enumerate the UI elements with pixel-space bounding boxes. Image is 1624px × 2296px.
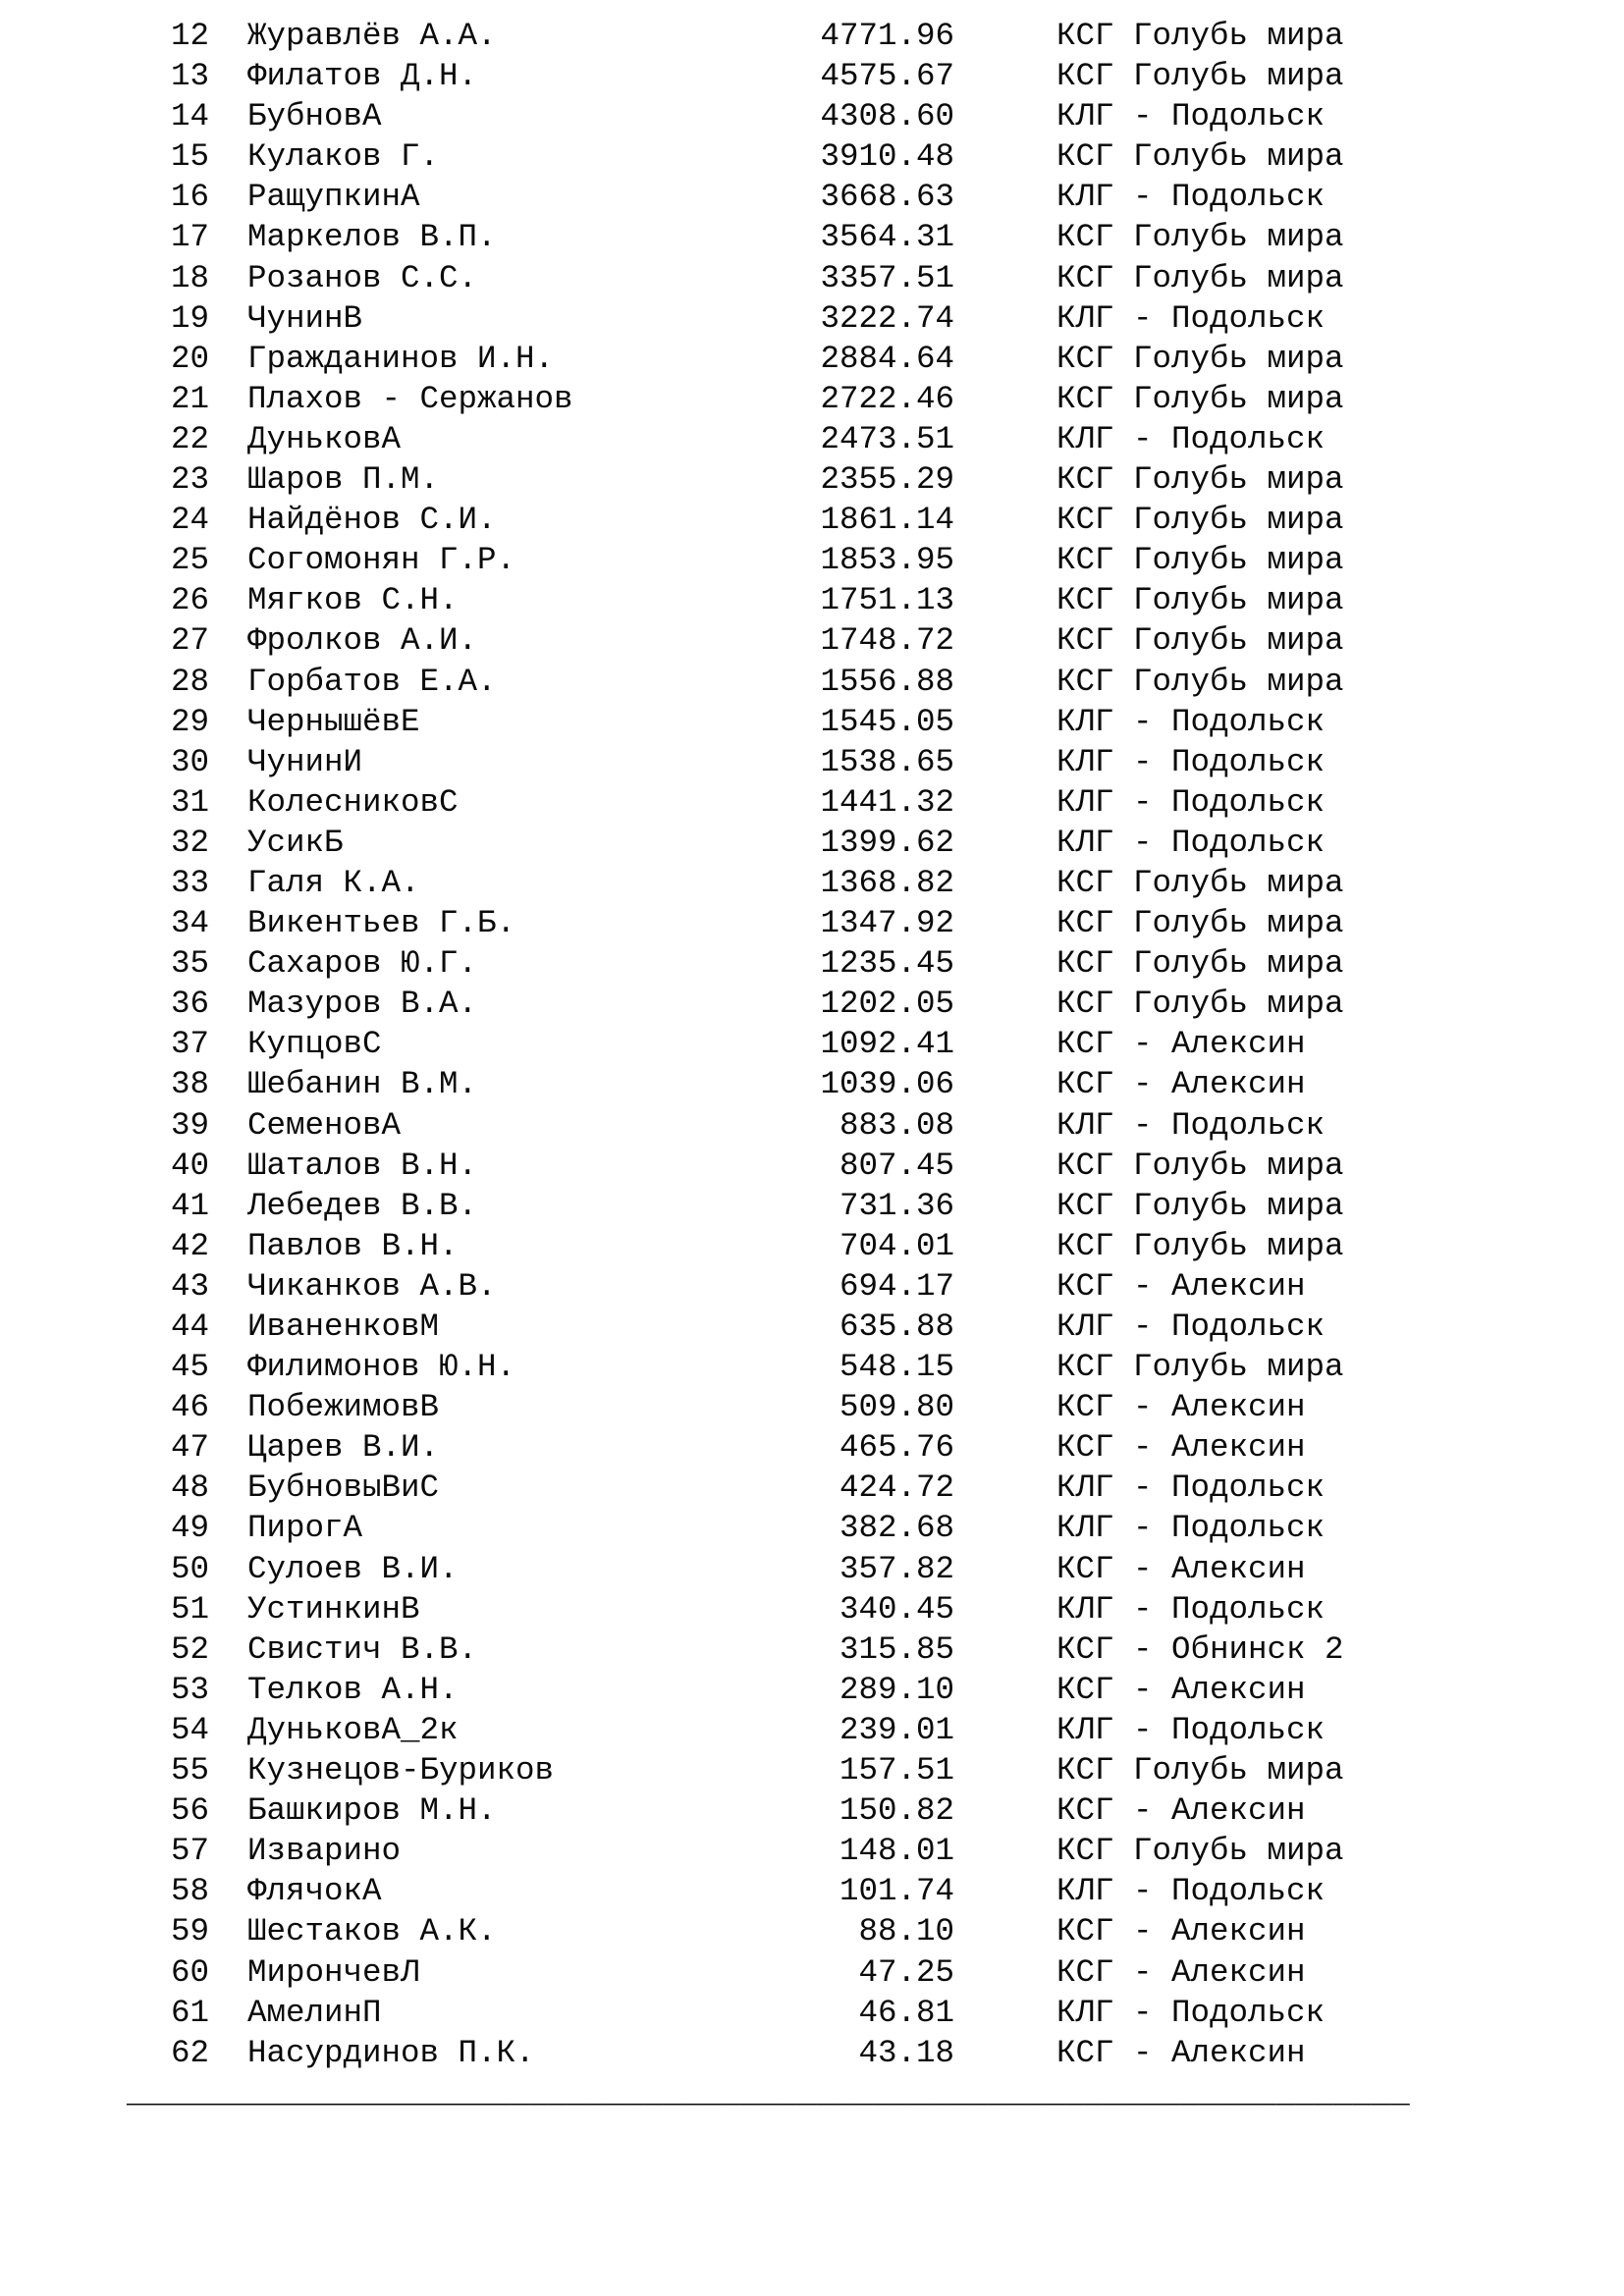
score-cell: 340.45 bbox=[839, 1590, 954, 1628]
score-cell: 88.10 bbox=[858, 1913, 954, 1950]
table-row bbox=[171, 339, 1487, 379]
name-cell: ЧернышёвЕ bbox=[247, 703, 420, 740]
club-cell: КСГ Голубь мира bbox=[1056, 58, 1344, 95]
rank-cell: 59 bbox=[171, 1913, 210, 1950]
rank-cell: 50 bbox=[171, 1550, 210, 1587]
score-cell: 4771.96 bbox=[820, 18, 954, 54]
rank-cell: 22 bbox=[171, 420, 210, 457]
rank-cell: 40 bbox=[171, 1147, 210, 1184]
club-cell: КЛГ - Подольск bbox=[1056, 1711, 1326, 1748]
club-cell: КСГ - Алексин bbox=[1056, 1267, 1306, 1305]
club-cell: КСГ Голубь мира bbox=[1056, 340, 1344, 377]
club-cell: КСГ Голубь мира bbox=[1056, 18, 1344, 54]
table-row bbox=[171, 1589, 1487, 1629]
rank-cell: 36 bbox=[171, 986, 210, 1023]
table-row bbox=[171, 56, 1487, 96]
name-cell: Согомонян Г.Р. bbox=[247, 542, 516, 579]
table-row bbox=[171, 96, 1487, 136]
rank-cell: 39 bbox=[171, 1106, 210, 1144]
table-row bbox=[171, 419, 1487, 459]
table-row bbox=[171, 500, 1487, 540]
table-row bbox=[171, 1468, 1487, 1508]
score-cell: 157.51 bbox=[839, 1752, 954, 1789]
club-cell: КСГ Голубь мира bbox=[1056, 542, 1344, 579]
name-cell: Телков А.Н. bbox=[247, 1671, 459, 1708]
score-cell: 1202.05 bbox=[820, 986, 954, 1023]
table-row bbox=[171, 1629, 1487, 1670]
name-cell: Филимонов Ю.Н. bbox=[247, 1349, 516, 1386]
name-cell: УстинкинВ bbox=[247, 1590, 420, 1628]
table-row bbox=[171, 1226, 1487, 1266]
rank-cell: 58 bbox=[171, 1873, 210, 1910]
rank-cell: 17 bbox=[171, 219, 210, 256]
score-cell: 47.25 bbox=[858, 1953, 954, 1991]
score-cell: 3910.48 bbox=[820, 138, 954, 176]
name-cell: БубновА bbox=[247, 98, 382, 135]
score-cell: 3222.74 bbox=[820, 299, 954, 337]
name-cell: Шаталов В.Н. bbox=[247, 1147, 478, 1184]
club-cell: КСГ - Алексин bbox=[1056, 1429, 1306, 1467]
score-cell: 1092.41 bbox=[820, 1026, 954, 1063]
rank-cell: 35 bbox=[171, 945, 210, 983]
name-cell: Павлов В.Н. bbox=[247, 1227, 459, 1264]
rank-cell: 23 bbox=[171, 461, 210, 499]
table-row bbox=[171, 298, 1487, 339]
score-cell: 4575.67 bbox=[820, 58, 954, 95]
score-cell: 101.74 bbox=[839, 1873, 954, 1910]
rank-cell: 19 bbox=[171, 299, 210, 337]
name-cell: Фролков А.И. bbox=[247, 622, 478, 660]
score-cell: 46.81 bbox=[858, 1994, 954, 2031]
name-cell: Филатов Д.Н. bbox=[247, 58, 478, 95]
table-row bbox=[171, 1952, 1487, 1993]
score-cell: 509.80 bbox=[839, 1389, 954, 1426]
name-cell: Изварино bbox=[247, 1833, 402, 1870]
club-cell: КСГ Голубь мира bbox=[1056, 945, 1344, 983]
table-row bbox=[171, 258, 1487, 298]
score-cell: 148.01 bbox=[839, 1833, 954, 1870]
table-row bbox=[171, 1993, 1487, 2033]
rank-cell: 62 bbox=[171, 2034, 210, 2071]
club-cell: КСГ Голубь мира bbox=[1056, 259, 1344, 296]
table-row bbox=[171, 823, 1487, 863]
name-cell: Царев В.И. bbox=[247, 1429, 440, 1467]
score-cell: 635.88 bbox=[839, 1308, 954, 1345]
name-cell: Шаров П.М. bbox=[247, 461, 440, 499]
name-cell: Шебанин В.М. bbox=[247, 1066, 478, 1103]
club-cell: КСГ - Алексин bbox=[1056, 1550, 1306, 1587]
score-cell: 2473.51 bbox=[820, 420, 954, 457]
table-row bbox=[171, 984, 1487, 1024]
table-row bbox=[171, 1387, 1487, 1427]
table-row bbox=[171, 903, 1487, 943]
table-row bbox=[171, 1549, 1487, 1589]
name-cell: ПобежимовВ bbox=[247, 1389, 440, 1426]
rank-cell: 61 bbox=[171, 1994, 210, 2031]
table-row bbox=[171, 177, 1487, 217]
name-cell: Чиканков А.В. bbox=[247, 1267, 497, 1305]
club-cell: КСГ Голубь мира bbox=[1056, 461, 1344, 499]
club-cell: КСГ Голубь мира bbox=[1056, 622, 1344, 660]
score-cell: 731.36 bbox=[839, 1187, 954, 1224]
score-cell: 1538.65 bbox=[820, 743, 954, 780]
club-cell: КСГ Голубь мира bbox=[1056, 905, 1344, 942]
club-cell: КЛГ - Подольск bbox=[1056, 1590, 1326, 1628]
club-cell: КЛГ - Подольск bbox=[1056, 1106, 1326, 1144]
rank-cell: 28 bbox=[171, 663, 210, 700]
table-row bbox=[171, 136, 1487, 177]
score-cell: 4308.60 bbox=[820, 98, 954, 135]
table-row bbox=[171, 1871, 1487, 1911]
table-row bbox=[171, 1266, 1487, 1307]
score-cell: 1441.32 bbox=[820, 783, 954, 821]
score-cell: 465.76 bbox=[839, 1429, 954, 1467]
rank-cell: 24 bbox=[171, 502, 210, 539]
rank-cell: 12 bbox=[171, 18, 210, 54]
rank-cell: 30 bbox=[171, 743, 210, 780]
score-cell: 2722.46 bbox=[820, 380, 954, 417]
name-cell: РащупкинА bbox=[247, 179, 420, 216]
rank-cell: 41 bbox=[171, 1187, 210, 1224]
name-cell: ЧунинВ bbox=[247, 299, 363, 337]
club-cell: КЛГ - Подольск bbox=[1056, 824, 1326, 861]
club-cell: КЛГ - Подольск bbox=[1056, 1994, 1326, 2031]
rank-cell: 14 bbox=[171, 98, 210, 135]
name-cell: Насурдинов П.К. bbox=[247, 2034, 535, 2071]
club-cell: КСГ - Алексин bbox=[1056, 2034, 1306, 2071]
table-row bbox=[171, 742, 1487, 782]
club-cell: КЛГ - Подольск bbox=[1056, 1510, 1326, 1547]
club-cell: КСГ Голубь мира bbox=[1056, 582, 1344, 619]
rank-cell: 52 bbox=[171, 1630, 210, 1668]
club-cell: КСГ - Алексин bbox=[1056, 1792, 1306, 1830]
score-cell: 1039.06 bbox=[820, 1066, 954, 1103]
score-cell: 315.85 bbox=[839, 1630, 954, 1668]
rank-cell: 26 bbox=[171, 582, 210, 619]
club-cell: КСГ Голубь мира bbox=[1056, 1752, 1344, 1789]
table-row bbox=[171, 1831, 1487, 1871]
table-row bbox=[171, 1670, 1487, 1710]
score-cell: 43.18 bbox=[858, 2034, 954, 2071]
score-cell: 1235.45 bbox=[820, 945, 954, 983]
name-cell: КолесниковС bbox=[247, 783, 459, 821]
table-row bbox=[171, 16, 1487, 56]
name-cell: Кулаков Г. bbox=[247, 138, 440, 176]
table-row bbox=[171, 1064, 1487, 1104]
name-cell: Башкиров М.Н. bbox=[247, 1792, 497, 1830]
name-cell: Свистич В.В. bbox=[247, 1630, 478, 1668]
name-cell: ИваненковМ bbox=[247, 1308, 440, 1345]
table-row bbox=[171, 620, 1487, 661]
name-cell: Найдёнов С.И. bbox=[247, 502, 497, 539]
club-cell: КСГ - Алексин bbox=[1056, 1953, 1306, 1991]
name-cell: УсикБ bbox=[247, 824, 344, 861]
table-row bbox=[171, 1146, 1487, 1186]
rank-cell: 45 bbox=[171, 1349, 210, 1386]
rank-cell: 56 bbox=[171, 1792, 210, 1830]
name-cell: ПирогА bbox=[247, 1510, 363, 1547]
table-row bbox=[171, 459, 1487, 500]
table-row bbox=[171, 1508, 1487, 1548]
rank-cell: 16 bbox=[171, 179, 210, 216]
score-cell: 2355.29 bbox=[820, 461, 954, 499]
table-row bbox=[171, 662, 1487, 702]
name-cell: ЧунинИ bbox=[247, 743, 363, 780]
club-cell: КЛГ - Подольск bbox=[1056, 98, 1326, 135]
club-cell: КЛГ - Подольск bbox=[1056, 1308, 1326, 1345]
club-cell: КСГ Голубь мира bbox=[1056, 380, 1344, 417]
rank-cell: 25 bbox=[171, 542, 210, 579]
score-cell: 1347.92 bbox=[820, 905, 954, 942]
club-cell: КСГ - Обнинск 2 bbox=[1056, 1630, 1344, 1668]
table-row bbox=[171, 1750, 1487, 1790]
name-cell: Журавлёв А.А. bbox=[247, 18, 497, 54]
results-table bbox=[171, 16, 1487, 2073]
score-cell: 357.82 bbox=[839, 1550, 954, 1587]
name-cell: Мягков С.Н. bbox=[247, 582, 459, 619]
rank-cell: 32 bbox=[171, 824, 210, 861]
club-cell: КСГ Голубь мира bbox=[1056, 1349, 1344, 1386]
rank-cell: 49 bbox=[171, 1510, 210, 1547]
rank-cell: 38 bbox=[171, 1066, 210, 1103]
score-cell: 1556.88 bbox=[820, 663, 954, 700]
score-cell: 548.15 bbox=[839, 1349, 954, 1386]
table-row bbox=[171, 782, 1487, 823]
name-cell: Гражданинов И.Н. bbox=[247, 340, 555, 377]
name-cell: ДуньковА bbox=[247, 420, 402, 457]
name-cell: Сулоев В.И. bbox=[247, 1550, 459, 1587]
score-cell: 424.72 bbox=[839, 1469, 954, 1507]
name-cell: Маркелов В.П. bbox=[247, 219, 497, 256]
table-row bbox=[171, 1710, 1487, 1750]
name-cell: Кузнецов-Буриков bbox=[247, 1752, 555, 1789]
name-cell: КупцовС bbox=[247, 1026, 382, 1063]
separator-line: ___________________________________________________________________ bbox=[127, 2075, 1410, 2111]
name-cell: СеменовА bbox=[247, 1106, 402, 1144]
table-row bbox=[171, 1911, 1487, 1951]
table-row bbox=[171, 702, 1487, 742]
club-cell: КСГ Голубь мира bbox=[1056, 219, 1344, 256]
club-cell: КЛГ - Подольск bbox=[1056, 703, 1326, 740]
club-cell: КЛГ - Подольск bbox=[1056, 1469, 1326, 1507]
club-cell: КСГ - Алексин bbox=[1056, 1913, 1306, 1950]
score-cell: 239.01 bbox=[839, 1711, 954, 1748]
score-cell: 289.10 bbox=[839, 1671, 954, 1708]
rank-cell: 47 bbox=[171, 1429, 210, 1467]
name-cell: ФлячокА bbox=[247, 1873, 382, 1910]
rank-cell: 48 bbox=[171, 1469, 210, 1507]
table-row bbox=[171, 379, 1487, 419]
rank-cell: 20 bbox=[171, 340, 210, 377]
table-row bbox=[171, 1307, 1487, 1347]
name-cell: Лебедев В.В. bbox=[247, 1187, 478, 1224]
rank-cell: 33 bbox=[171, 864, 210, 901]
score-cell: 2884.64 bbox=[820, 340, 954, 377]
rank-cell: 27 bbox=[171, 622, 210, 660]
rank-cell: 54 bbox=[171, 1711, 210, 1748]
club-cell: КСГ - Алексин bbox=[1056, 1026, 1306, 1063]
club-cell: КЛГ - Подольск bbox=[1056, 179, 1326, 216]
rank-cell: 34 bbox=[171, 905, 210, 942]
score-cell: 1751.13 bbox=[820, 582, 954, 619]
club-cell: КСГ Голубь мира bbox=[1056, 1147, 1344, 1184]
club-cell: КСГ Голубь мира bbox=[1056, 1187, 1344, 1224]
rank-cell: 37 bbox=[171, 1026, 210, 1063]
name-cell: АмелинП bbox=[247, 1994, 382, 2031]
rank-cell: 15 bbox=[171, 138, 210, 176]
rank-cell: 43 bbox=[171, 1267, 210, 1305]
name-cell: Шестаков А.К. bbox=[247, 1913, 497, 1950]
score-cell: 704.01 bbox=[839, 1227, 954, 1264]
club-cell: КСГ Голубь мира bbox=[1056, 986, 1344, 1023]
name-cell: ДуньковА_2к bbox=[247, 1711, 459, 1748]
name-cell: БубновыВиС bbox=[247, 1469, 440, 1507]
name-cell: Викентьев Г.Б. bbox=[247, 905, 516, 942]
table-row bbox=[171, 1427, 1487, 1468]
club-cell: КЛГ - Подольск bbox=[1056, 783, 1326, 821]
rank-cell: 51 bbox=[171, 1590, 210, 1628]
table-row bbox=[171, 1347, 1487, 1387]
score-cell: 382.68 bbox=[839, 1510, 954, 1547]
rank-cell: 13 bbox=[171, 58, 210, 95]
club-cell: КЛГ - Подольск bbox=[1056, 743, 1326, 780]
club-cell: КСГ - Алексин bbox=[1056, 1671, 1306, 1708]
table-row bbox=[171, 943, 1487, 984]
name-cell: МирончевЛ bbox=[247, 1953, 420, 1991]
club-cell: КЛГ - Подольск bbox=[1056, 299, 1326, 337]
rank-cell: 55 bbox=[171, 1752, 210, 1789]
club-cell: КСГ - Алексин bbox=[1056, 1389, 1306, 1426]
table-row bbox=[171, 540, 1487, 580]
rank-cell: 42 bbox=[171, 1227, 210, 1264]
rank-cell: 18 bbox=[171, 259, 210, 296]
table-row bbox=[171, 580, 1487, 620]
name-cell: Галя К.А. bbox=[247, 864, 420, 901]
score-cell: 3668.63 bbox=[820, 179, 954, 216]
club-cell: КЛГ - Подольск bbox=[1056, 420, 1326, 457]
rank-cell: 53 bbox=[171, 1671, 210, 1708]
name-cell: Горбатов Е.А. bbox=[247, 663, 497, 700]
name-cell: Сахаров Ю.Г. bbox=[247, 945, 478, 983]
score-cell: 1861.14 bbox=[820, 502, 954, 539]
score-cell: 3357.51 bbox=[820, 259, 954, 296]
table-row bbox=[171, 1105, 1487, 1146]
rank-cell: 57 bbox=[171, 1833, 210, 1870]
score-cell: 1368.82 bbox=[820, 864, 954, 901]
table-row bbox=[171, 1024, 1487, 1064]
name-cell: Плахов - Сержанов bbox=[247, 380, 573, 417]
score-cell: 1853.95 bbox=[820, 542, 954, 579]
table-row bbox=[171, 217, 1487, 257]
score-cell: 883.08 bbox=[839, 1106, 954, 1144]
score-cell: 3564.31 bbox=[820, 219, 954, 256]
club-cell: КСГ Голубь мира bbox=[1056, 663, 1344, 700]
rank-cell: 44 bbox=[171, 1308, 210, 1345]
rank-cell: 46 bbox=[171, 1389, 210, 1426]
score-cell: 150.82 bbox=[839, 1792, 954, 1830]
name-cell: Мазуров В.А. bbox=[247, 986, 478, 1023]
score-cell: 1399.62 bbox=[820, 824, 954, 861]
club-cell: КСГ Голубь мира bbox=[1056, 1227, 1344, 1264]
table-row bbox=[171, 863, 1487, 903]
score-cell: 1748.72 bbox=[820, 622, 954, 660]
club-cell: КСГ - Алексин bbox=[1056, 1066, 1306, 1103]
club-cell: КСГ Голубь мира bbox=[1056, 138, 1344, 176]
club-cell: КСГ Голубь мира bbox=[1056, 1833, 1344, 1870]
rank-cell: 21 bbox=[171, 380, 210, 417]
club-cell: КСГ Голубь мира bbox=[1056, 864, 1344, 901]
score-cell: 694.17 bbox=[839, 1267, 954, 1305]
name-cell: Розанов С.С. bbox=[247, 259, 478, 296]
score-cell: 807.45 bbox=[839, 1147, 954, 1184]
rank-cell: 29 bbox=[171, 703, 210, 740]
rank-cell: 31 bbox=[171, 783, 210, 821]
club-cell: КСГ Голубь мира bbox=[1056, 502, 1344, 539]
table-row bbox=[171, 2033, 1487, 2073]
table-row bbox=[171, 1790, 1487, 1831]
club-cell: КЛГ - Подольск bbox=[1056, 1873, 1326, 1910]
rank-cell: 60 bbox=[171, 1953, 210, 1991]
score-cell: 1545.05 bbox=[820, 703, 954, 740]
table-row bbox=[171, 1186, 1487, 1226]
